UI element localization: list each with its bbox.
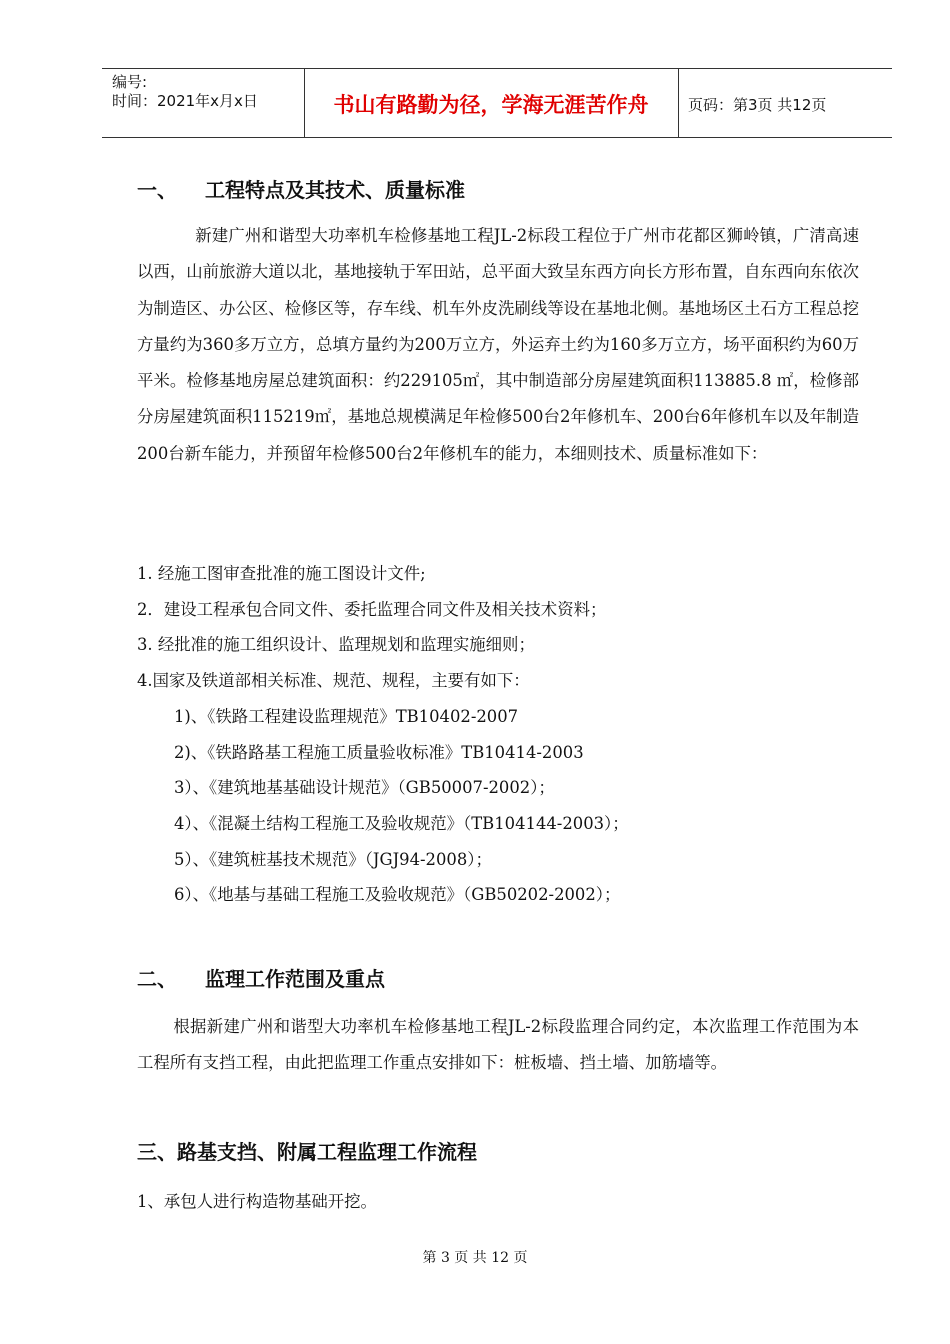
page-footer: 第 3 页 共 12 页 bbox=[422, 1250, 528, 1266]
standard-item: 3）、《建筑地基基础设计规范》（GB50007-2002）； bbox=[174, 778, 555, 797]
list-item: 1、承包人进行构造物基础开挖。 bbox=[137, 1192, 377, 1211]
header-page-info: 页码：第3页 共12页 bbox=[688, 96, 827, 114]
standard-item: 4）、《混凝土结构工程施工及验收规范》（TB104144-2003）； bbox=[174, 814, 629, 833]
section1-number: 一、 bbox=[137, 178, 177, 202]
section1-text: 新建广州和谐型大功率机车检修基地工程JL-2标段工程位于广州市花都区狮岭镇，广清高速以西，山前旅游大道以北，基地接轨于军田站，总平面大致呈东西方向长方形布置，自东西向东依次为制造区、办公区、检修区等，存车线、机车外皮洗刷线等设在基地北侧。基地场区土石方工程总挖方量约为360多万立方，总填方量约为200万立方，外运弃土约为160多万立方，场平面积约为60万平米。检修基地房屋总建筑面积：约229105㎡，其中制造部分房屋建筑面积113885.8 ㎡，检修部分房屋建筑面积115219㎡，基地总规模满足年检修500台2年修机车、200台6年修机车以及年制造200台新车能力，并预留年检修500台2年修机车的能力，本细则技术、质量标准如下： bbox=[137, 226, 859, 463]
list-item: 1. 经施工图审查批准的施工图设计文件; bbox=[137, 564, 426, 583]
list-item: 3. 经批准的施工组织设计、监理规划和监理实施细则； bbox=[137, 635, 535, 654]
time-label: 时间：2021年x月x日 bbox=[112, 92, 258, 110]
standard-item: 5）、《建筑桩基技术规范》（JGJ94-2008）； bbox=[174, 850, 492, 869]
list-item: 4.国家及铁道部相关标准、规范、规程，主要有如下： bbox=[137, 671, 530, 690]
section3-heading: 三、路基支挡、附属工程监理工作流程 bbox=[137, 1140, 477, 1164]
standard-item: 1)、《铁路工程建设监理规范》TB10402-2007 bbox=[174, 707, 519, 726]
standard-item: 2)、《铁路路基工程施工质量验收标准》TB10414-2003 bbox=[174, 743, 584, 762]
list-item: 2．建设工程承包合同文件、委托监理合同文件及相关技术资料； bbox=[137, 600, 607, 619]
section1-paragraph bbox=[137, 218, 859, 472]
section2-text: 根据新建广州和谐型大功率机车检修基地工程JL-2标段监理合同约定，本次监理工作范围为本工程所有支挡工程，由此把监理工作重点安排如下：桩板墙、挡土墙、加筋墙等。 bbox=[137, 1017, 859, 1073]
standard-item: 6）、《地基与基础工程施工及验收规范》（GB50202-2002）； bbox=[174, 885, 621, 904]
header-motto: 书山有路勤为径，学海无涯苦作舟 bbox=[333, 93, 649, 117]
section2-number: 二、 bbox=[137, 967, 177, 991]
header-divider bbox=[678, 69, 679, 137]
section1-heading bbox=[137, 174, 465, 203]
section2-paragraph bbox=[137, 1009, 859, 1082]
number-label: 编号: bbox=[112, 73, 148, 91]
header-meta bbox=[112, 73, 258, 111]
page-header bbox=[102, 68, 892, 138]
section2-heading bbox=[137, 963, 385, 992]
section1-title: 工程特点及其技术、质量标准 bbox=[205, 178, 465, 202]
section2-title: 监理工作范围及重点 bbox=[205, 967, 385, 991]
